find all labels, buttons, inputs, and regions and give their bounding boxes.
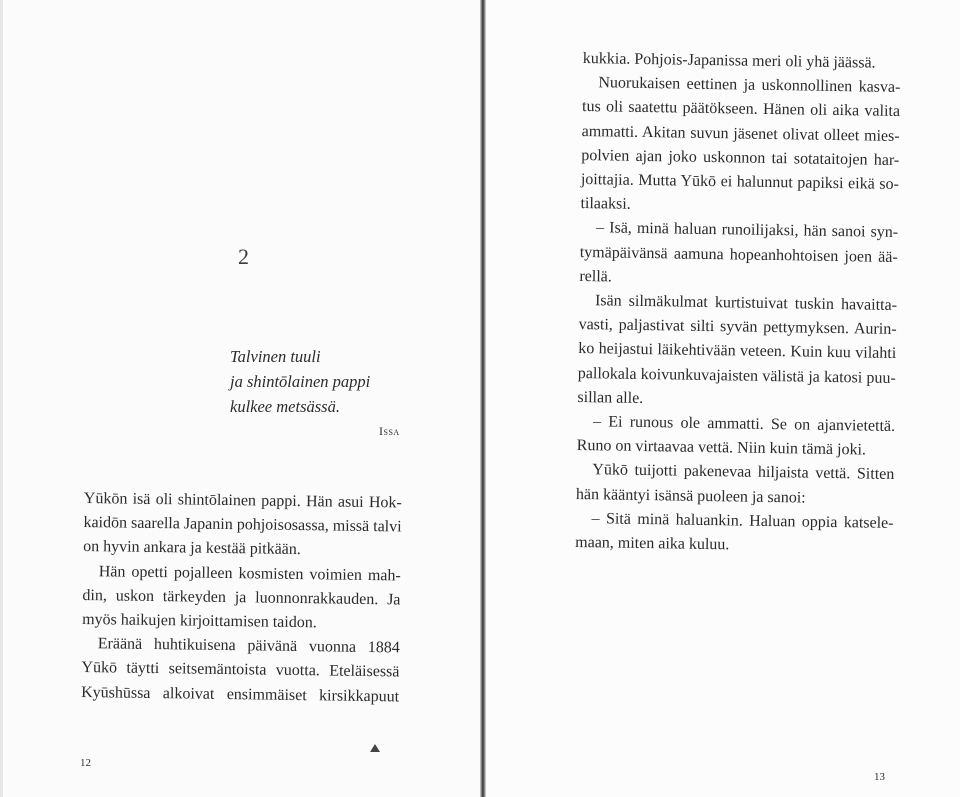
text-line: vasti, paljastivat silti syvän pettymyksen. Aurin- <box>578 316 897 339</box>
text-line: Runo on virtaavaa vettä. Niin kuin tämä joki. <box>576 437 867 459</box>
haiku-line: ja shintōlainen pappi <box>230 372 371 391</box>
text-line: tilaaksi. <box>580 195 631 213</box>
text-line: sillan alle. <box>577 388 644 407</box>
text-line: din, uskon tärkeyden ja luonnonrakkauden. Ja <box>82 586 401 609</box>
right-body-text <box>575 47 901 560</box>
chapter-number: 2 <box>238 244 249 269</box>
page-number-right: 13 <box>874 771 885 783</box>
page-number-left: 12 <box>80 757 91 769</box>
paragraph <box>82 560 401 637</box>
text-line: maan, miten aika kuluu. <box>575 534 730 554</box>
text-line: joittajia. Mutta Yūkō ei halunnut papiksi eikä so- <box>580 171 900 193</box>
text-line: polvien ajan joko uskonnon tai sotataitojen har- <box>581 146 900 169</box>
text-line: tymäpäivänsä aamuna hopeanhohtoisen joen ää- <box>579 243 898 266</box>
paragraph <box>81 632 400 709</box>
haiku-line: Talvinen tuuli <box>230 347 321 366</box>
paragraph <box>576 458 895 511</box>
text-line: hän kääntyi isänsä puoleen ja sanoi: <box>575 485 806 507</box>
printing-speck <box>370 744 380 752</box>
text-line: Yūkō täytti seitsemäntoista vuotta. Eteläisessä <box>81 659 400 681</box>
text-line: kukkia. Pohjois-Japanissa meri oli yhä jäässä. <box>582 49 876 72</box>
book-gutter <box>480 0 486 797</box>
text-line: kaidōn saarella Japanin pohjoisosassa, missä talvi <box>83 514 402 536</box>
text-line: ko heijastui läikehtivään veteen. Kuin kuu vilahti <box>578 340 897 363</box>
text-line: – Ei runous ole ammatti. Se on ajanvietettä. <box>592 413 896 435</box>
page-edge <box>0 0 3 797</box>
haiku-author: Issa <box>379 424 400 438</box>
text-line: Yūkō tuijotti pakenevaa hiljaista vettä. Sitten <box>592 461 895 484</box>
paragraph <box>577 410 896 463</box>
paragraph <box>83 487 402 564</box>
text-line: rellä. <box>579 267 612 286</box>
text-line: tus oli saatettu päätökseen. Hänen oli aika valita <box>581 98 901 121</box>
text-line: pallokala koivunkuvajaisten välistä ja katosi puu- <box>577 364 896 387</box>
paragraph <box>580 71 900 221</box>
text-line: Kyūshūssa alkoivat ensimmäiset kirsikkapuut <box>81 683 400 706</box>
text-line: – Sitä minä haluankin. Haluan oppia katsele- <box>591 510 894 532</box>
text-line: Eräänä huhtikuisena päivänä vuonna 1884 <box>97 635 400 657</box>
text-line: Isän silmäkulmat kurtistuivat tuskin havaitta- <box>594 292 898 314</box>
text-line: on hyvin ankara ja kestää pitkään. <box>83 538 301 559</box>
text-line: Yūkōn isä oli shintōlainen pappi. Hän asui Hok- <box>83 489 402 512</box>
haiku-line: kulkee metsässä. <box>230 397 340 416</box>
text-line: Nuorukaisen eettinen ja uskonnollinen kasva- <box>598 74 901 97</box>
text-line: myös haikujen kirjoittamisen taidon. <box>82 611 317 632</box>
haiku <box>230 344 370 419</box>
paragraph <box>579 216 898 294</box>
text-line: – Isä, minä haluan runoilijaksi, hän sanoi syn- <box>596 219 899 242</box>
paragraph <box>577 289 897 415</box>
paragraph <box>575 507 894 560</box>
left-body-text <box>81 487 402 709</box>
text-line: ammatti. Akitan suvun jäsenet olivat olleet mies- <box>581 122 900 145</box>
text-line: Hän opetti pojalleen kosmisten voimien mah- <box>98 562 401 585</box>
